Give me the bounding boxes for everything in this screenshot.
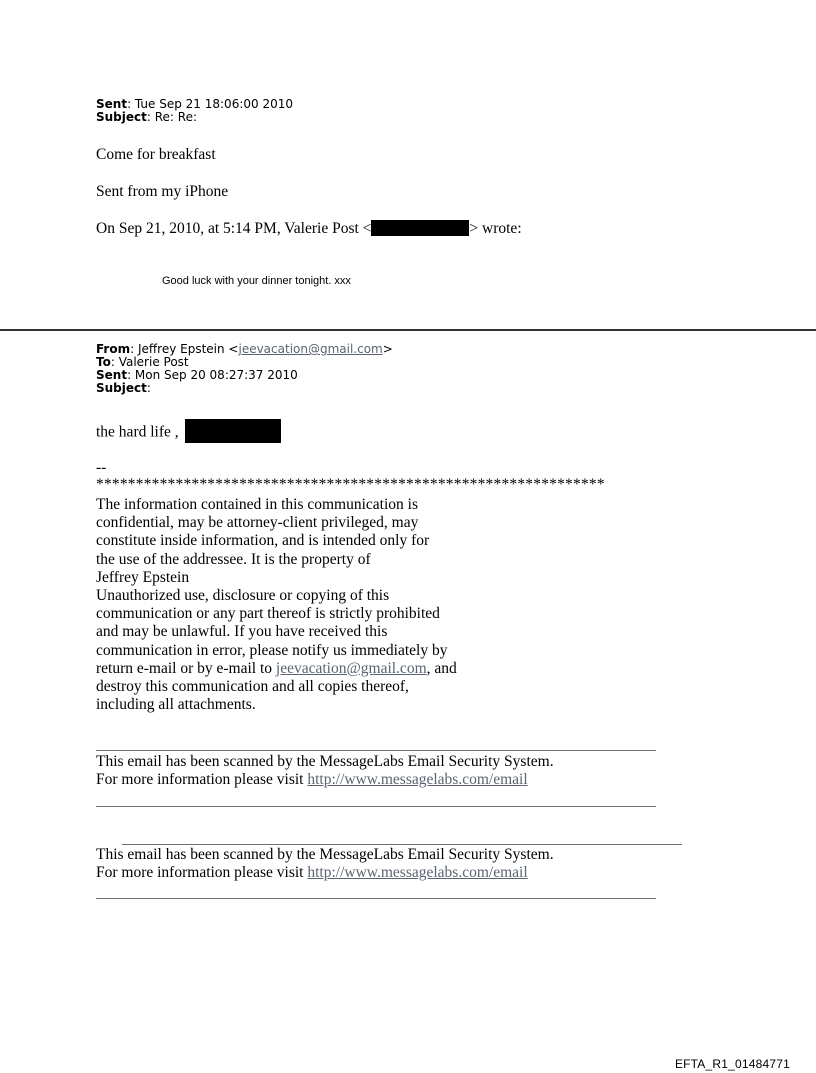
disclaimer-line: communication in error, please notify us immediately by (96, 641, 448, 659)
original-header (96, 343, 393, 395)
disclaimer-line-10-pre: return e-mail or by e-mail to (96, 659, 276, 677)
document-id: EFTA_R1_01484771 (674, 1057, 790, 1071)
original-sent-value: : Mon Sep 20 08:27:37 2010 (127, 368, 298, 382)
reply-sent-value: : Tue Sep 21 18:06:00 2010 (127, 97, 293, 111)
disclaimer-line: destroy this communication and all copies thereof, (96, 678, 409, 696)
original-from-label: From (96, 342, 131, 356)
original-from-value-pre: : Jeffrey Epstein < (130, 342, 239, 356)
scan-notice-1-line1: This email has been scanned by the MessageLabs Email Security System. (96, 753, 554, 770)
scan-notice-rule-top (122, 844, 682, 845)
original-from-value-post: > (382, 342, 393, 356)
disclaimer-line: The information contained in this communication is (96, 496, 418, 513)
disclaimer-line: confidential, may be attorney-client privileged, may (96, 514, 419, 532)
reply-subject-value: : Re: Re: (146, 110, 198, 124)
quote-attribution (96, 220, 522, 238)
original-subject-line (96, 382, 393, 395)
disclaimer-line (96, 660, 457, 678)
disclaimer-line-10-post: , and (426, 659, 457, 677)
original-body-text: the hard life , (96, 423, 179, 441)
signature-dash: -- (96, 459, 107, 476)
reply-subject-line (96, 111, 293, 124)
scan-notice-rule-top (96, 750, 656, 751)
scan-notice-2 (96, 846, 554, 882)
messagelabs-link[interactable]: http://www.messagelabs.com/email (307, 864, 528, 882)
reply-header (96, 98, 293, 124)
messagelabs-link[interactable]: http://www.messagelabs.com/email (307, 771, 528, 789)
scan-notice-rule-bottom (96, 806, 656, 807)
disclaimer-email-link[interactable]: jeevacation@gmail.com (275, 659, 427, 677)
disclaimer-line: communication or any part thereof is strictly prohibited (96, 605, 440, 623)
original-subject-value: : (146, 381, 151, 395)
disclaimer-line: Unauthorized use, disclosure or copying of this (96, 587, 390, 605)
original-subject-label: Subject (96, 381, 147, 395)
reply-sent-label: Sent (96, 97, 128, 111)
disclaimer-line: including all attachments. (96, 696, 256, 714)
scan-notice-2-line2 (96, 864, 554, 882)
scan-notice-2-visit-text: For more information please visit (96, 864, 308, 882)
quote-suffix: > wrote: (469, 220, 522, 237)
original-to-label: To (96, 355, 111, 369)
redaction-box (185, 419, 281, 443)
reply-body-line-1: Come for breakfast (96, 146, 216, 163)
signature-asterisks: **************************************************************** (96, 476, 605, 493)
redaction-box (371, 220, 469, 236)
reply-body-line-2: Sent from my iPhone (96, 183, 229, 200)
scan-notice-1-visit-text: For more information please visit (96, 771, 308, 789)
original-body-line (96, 423, 281, 443)
reply-subject-label: Subject (96, 110, 147, 124)
scan-notice-1-line2 (96, 771, 554, 789)
scan-notice-2-line1: This email has been scanned by the MessageLabs Email Security System. (96, 846, 554, 863)
quoted-message: Good luck with your dinner tonight. xxx (162, 275, 351, 287)
disclaimer-line: constitute inside information, and is intended only for (96, 532, 430, 550)
from-email-link[interactable]: jeevacation@gmail.com (238, 342, 383, 356)
disclaimer-line: Jeffrey Epstein (96, 568, 190, 586)
scan-notice-1 (96, 753, 554, 789)
original-sent-label: Sent (96, 368, 128, 382)
scan-notice-rule-bottom (96, 898, 656, 899)
confidentiality-disclaimer (96, 496, 457, 714)
message-divider (0, 329, 816, 331)
quote-prefix: On Sep 21, 2010, at 5:14 PM, Valerie Post < (96, 220, 372, 237)
disclaimer-line: and may be unlawful. If you have received this (96, 623, 388, 641)
original-to-value: : Valerie Post (110, 355, 189, 369)
disclaimer-line: the use of the addressee. It is the property of (96, 550, 371, 568)
